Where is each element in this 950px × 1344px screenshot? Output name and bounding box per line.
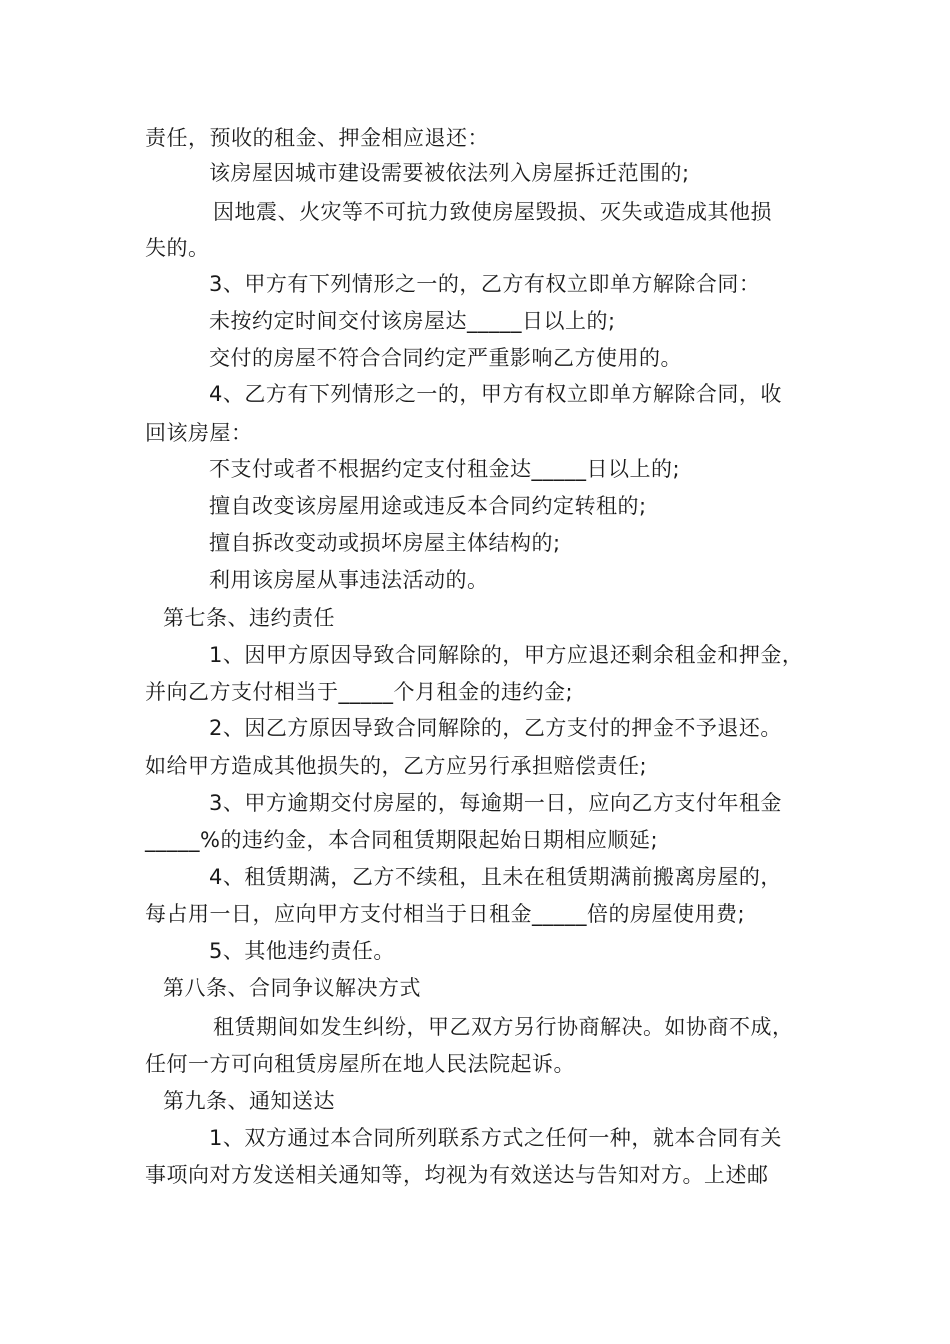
text-line: 4、乙方有下列情形之一的，甲方有权立即单方解除合同，收 xyxy=(209,382,782,406)
text-line: 回该房屋： xyxy=(145,421,253,445)
text-line: 事项向对方发送相关通知等，均视为有效送达与告知对方。上述邮 xyxy=(145,1163,769,1187)
text-line: 如给甲方造成其他损失的，乙方应另行承担赔偿责任; xyxy=(145,754,648,778)
text-line: 并向乙方支付相当于_____个月租金的违约金; xyxy=(145,680,574,704)
section-heading: 第八条、合同争议解决方式 xyxy=(163,976,421,1000)
text-line: 2、因乙方原因导致合同解除的，乙方支付的押金不予退还。 xyxy=(209,716,782,740)
text-line: 擅自改变该房屋用途或违反本合同约定转租的; xyxy=(209,494,647,518)
text-line: 任何一方可向租赁房屋所在地人民法院起诉。 xyxy=(145,1052,575,1076)
text-line: 失的。 xyxy=(145,236,210,260)
text-line: 责任，预收的租金、押金相应退还： xyxy=(145,126,489,150)
text-line: 5、其他违约责任。 xyxy=(209,939,395,963)
text-line: 3、甲方逾期交付房屋的，每逾期一日，应向乙方支付年租金 xyxy=(209,791,782,815)
text-line: 不支付或者不根据约定支付租金达_____日以上的; xyxy=(209,457,681,481)
text-line: 1、因甲方原因导致合同解除的，甲方应退还剩余租金和押金， xyxy=(209,643,804,667)
text-line: 1、双方通过本合同所列联系方式之任何一种，就本合同有关 xyxy=(209,1126,782,1150)
text-line: 交付的房屋不符合合同约定严重影响乙方使用的。 xyxy=(209,346,682,370)
text-line: 未按约定时间交付该房屋达_____日以上的; xyxy=(209,309,616,333)
text-line: 擅自拆改变动或损坏房屋主体结构的; xyxy=(209,531,561,555)
text-line: 3、甲方有下列情形之一的，乙方有权立即单方解除合同： xyxy=(209,272,761,296)
text-line: 4、租赁期满，乙方不续租，且未在租赁期满前搬离房屋的， xyxy=(209,865,782,889)
text-line: 因地震、火灾等不可抗力致使房屋毁损、灭失或造成其他损 xyxy=(213,200,772,224)
text-line: 利用该房屋从事违法活动的。 xyxy=(209,568,489,592)
text-line: 每占用一日，应向甲方支付相当于日租金_____倍的房屋使用费; xyxy=(145,902,746,926)
section-heading: 第七条、违约责任 xyxy=(163,606,335,630)
text-line: _____%的违约金，本合同租赁期限起始日期相应顺延; xyxy=(145,828,659,852)
text-line: 该房屋因城市建设需要被依法列入房屋拆迁范围的; xyxy=(209,161,690,185)
section-heading: 第九条、通知送达 xyxy=(163,1089,335,1113)
text-line: 租赁期间如发生纠纷，甲乙双方另行协商解决。如协商不成， xyxy=(213,1015,794,1039)
